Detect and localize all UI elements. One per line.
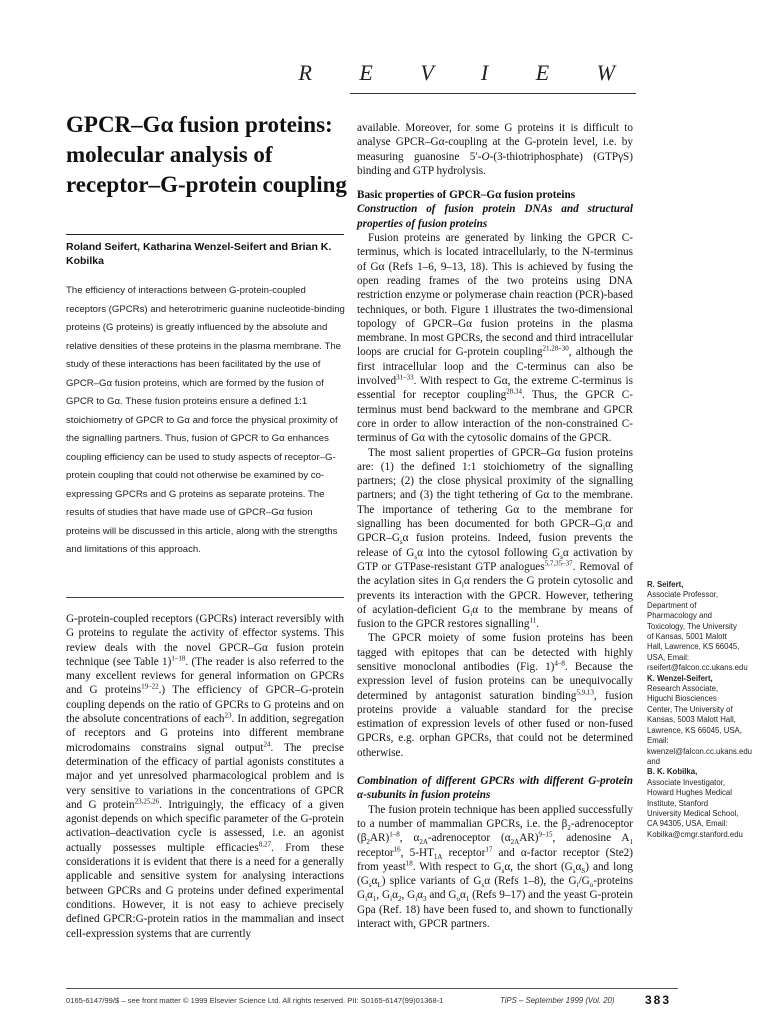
affiliation-details: Associate Investigator, Howard Hughes Medical Institute, Stanford University Medical School, CA 94305, USA, Email: Kobilka@cmgr.stanford.edu (647, 777, 743, 839)
intro-paragraph: G-protein-coupled receptors (GPCRs) interact reversibly with G proteins to regulate the activity of effector systems. This review deals with the novel GPCR–Gα fusion protein technique (see Table 1)$^{1-18}$. (The reader is also referred to the many excellent reviews for general information on GPCRs and G proteins$^{19-22}$.) The efficiency of GPCR–G-protein coupling depends on the ratio of GPCRs to G proteins and on the absolute concentrations of each$^{23}$. In addition, segregation of receptors and G proteins into different membrane microdomains constrains signal output$^{24}$. The precise determination of the efficacy of partial agonists constitutes a major and yet unresolved pharmacological problem and is very sensitive to variations in the concentrations of GPCR and G protein$^{23,25,26}$. Intriguingly, the efficacy of a given agonist depends on which specific parameter of the G-protein activation–deactivation cycle is assessed, i.e. an agonist actually possesses multiple efficacies$^{8,27}$. From these considerations it is evident that there is a need for a generally applicable and sensitive system for analysing interactions between GPCRs and G proteins under defined experimental conditions. However, it is not easy to achieve precisely defined GPCR:G-protein ratios in the mammalian and insect cell-expression systems that are currently (66, 613, 345, 940)
body-paragraph: The GPCR moiety of some fusion proteins has been tagged with epitopes that can be detected with highly sensitive monoclonal antibodies (Fig. 1)$^{4-8}$. Because the expression level of fusion proteins can be unequivocally determined by antagonist saturation binding$^{5,9,13}$, fusion proteins provide a valuable standard for the precise estimation of expression levels of other fused or non-fused GPCRs, e.g. orphan GPCRs, that could not be determined otherwise. (357, 632, 634, 759)
article-title: GPCR–Gα fusion proteins: molecular analysis of receptor–G-protein coupling (66, 112, 347, 197)
affiliation-entry (647, 767, 742, 840)
column-1-body (66, 612, 344, 941)
column-2-body (357, 121, 633, 931)
subsection-heading: Construction of fusion protein DNAs and structural properties of fusion proteins (357, 203, 633, 230)
section-heading: Basic properties of GPCR–Gα fusion proteins (357, 189, 576, 202)
affiliation-connector: and (647, 756, 661, 766)
author-affiliations (647, 580, 752, 840)
affiliation-name: K. Wenzel-Seifert, (647, 673, 713, 683)
article-abstract: The efficiency of interactions between G-protein-coupled receptors (GPCRs) and heterotrimeric guanine nucleotide-binding proteins (G proteins) is greatly influenced by the absolute and relative densities of these proteins in the plasma membrane. The study of these interactions has been facilitated by the use of GPCR–Gα fusion proteins, which are formed by the fusion of GPCR to Gα. These fusion proteins ensure a defined 1:1 stoichiometry of GPCR to Gα and force the physical proximity of the signalling partners. Thus, fusion of GPCR to Gα enhances coupling efficiency can be used to study aspects of receptor–G-protein coupling that could not otherwise be examined by co-expressing GPCRs and G proteins as separate proteins. The results of studies that have made use of GPCR–Gα fusion proteins will be discussed in this article, along with the strengths and limitations of this approach. (66, 285, 345, 555)
section-label: R E V I E W (298, 60, 636, 85)
page-number: 383 (645, 993, 672, 1007)
body-paragraph: The most salient properties of GPCR–Gα fusion proteins are: (1) the defined 1:1 stoichiometry of the signalling partners; (2) the close physical proximity of the signalling partners; and (3) the tight tethering of Gα to the membrane. The importance of tethering Gα to the membrane for signalling has been documented for both GPCR–$G_i\alpha$ and GPCR–$G_s\alpha$ fusion proteins. Indeed, fusion prevents the release of $G_s\alpha$ into the cytosol following $G_s\alpha$ activation by GTP or GTPase-resistant GTP analogues$^{5,7,35-37}$. Removal of the acylation sites in $G_i\alpha$ renders the G protein cytosolic and prevents its interaction with the GPCR. However, tethering of acylation-deficient $G_i\alpha$ to the membrane by means of fusion to the GPCR restores signalling$^{11}$. (357, 446, 634, 631)
affiliation-entry (647, 673, 752, 757)
subsection-heading: Combination of different GPCRs with different G-protein α-subunits in fusion proteins (357, 775, 633, 802)
affiliation-details: Associate Professor, Department of Pharmacology and Toxicology, The University of Kansas, 5001 Malott Hall, Lawrence, KS 66045, USA, Email: rseifert@falcon.cc.ukans.edu (647, 590, 748, 673)
abstract-rule (66, 597, 344, 598)
affiliation-details: Research Associate, Higuchi Biosciences Center, The University of Kansas, 5003 Malott Hall, Lawrence, KS 66045, USA, Email: kwenzel@falcon.cc.ukans.edu (647, 684, 752, 756)
continuation-paragraph: available. Moreover, for some G proteins it is difficult to analyse GPCR–Gα-coupling at the G-protein level, i.e. by measuring guanosine 5′-O-(3-thiotriphosphate) (GTPγS) binding and GTP hydrolysis. (357, 122, 633, 177)
footer-journal: TiPS – September 1999 (Vol. 20) (500, 996, 615, 1005)
footer-rule (66, 988, 678, 989)
affiliation-name: B. K. Kobilka, (647, 767, 698, 777)
body-paragraph: The fusion protein technique has been applied successfully to a number of mammalian GPCRs, i.e. the $\beta_2$-adrenoceptor $(\beta_2AR)^{1-8}$, $\alpha_{2A}$-adrenoceptor $(\alpha_{2A}AR)^{9-15}$, adenosine $A_1$ receptor$^{16}$, $5-HT_{1A}$ receptor$^{17}$ and α-factor receptor (Ste2) from yeast$^{18}$. With respect to $G_s\alpha$, the short $(G_s\alpha_S)$ and long $(G_s\alpha_L)$ splice variants of $G_s\alpha$ (Refs 1–8), the $G_i/G_o$-proteins $G_i\alpha_1$, $G_i\alpha_2$, $G_i\alpha_3$ and $G_o\alpha_1$ (Refs 9–17) and the yeast G-protein Gpa (Ref. 18) have been fused to, and shown to functionally interact with, GPCR partners. (357, 803, 633, 931)
article-authors: Roland Seifert, Katharina Wenzel-Seifert and Brian K. Kobilka (66, 241, 332, 267)
header-rule (350, 93, 636, 94)
body-paragraph: Fusion proteins are generated by linking the GPCR C-terminus, which is located intracellularly, to the N-terminus of Gα (Refs 1–6, 9–13, 18). This is achieved by fusing the open reading frames of the two proteins using DNA restriction enzyme or polymerase chain reaction (PCR)-based techniques, or both. Figure 1 illustrates the two-dimensional topology of GPCR–Gα fusion proteins in the plasma membrane. In most GPCRs, the second and third intracellular loops are crucial for G-protein coupling$^{21,28-30}$, although the first intracellular loop and the C-terminus can also be involved$^{31-33}$. With respect to Gα, the extreme C-terminus is essential for receptor coupling$^{28,34}$. Thus, the GPCR C-terminus must bend backward to the membrane and GPCR core in order to allow interaction of the non-constrained C-terminus of Gα with the cytosolic domains of the GPCR. (357, 232, 633, 445)
title-rule (66, 234, 344, 235)
footer-copyright: 0165-6147/99/$ – see front matter © 1999 Elsevier Science Ltd. All rights reserved. PII: S0165-6147(99)01368-1 (66, 996, 444, 1005)
affiliation-entry (647, 580, 748, 674)
affiliation-name: R. Seifert, (647, 580, 684, 589)
